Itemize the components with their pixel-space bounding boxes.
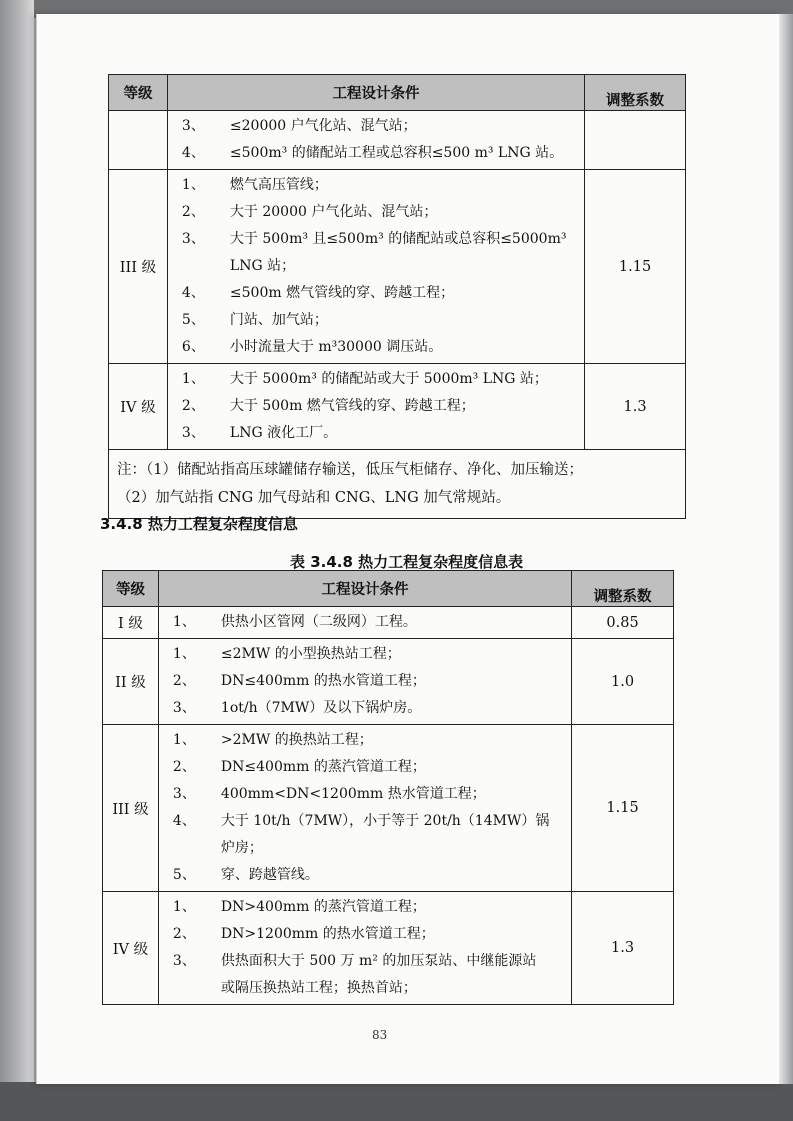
- item-text: 1ot/h（7MW）及以下锅炉房。: [220, 700, 422, 716]
- grade-cell: I 级: [103, 607, 159, 639]
- item-number: 4、: [172, 813, 196, 829]
- item-number: 1、: [181, 177, 205, 193]
- factor-cell: 1.3: [585, 364, 686, 450]
- item-number: 4、: [181, 285, 205, 301]
- grade-cell: IV 级: [109, 364, 168, 450]
- condition-item: [159, 921, 571, 948]
- note-line: （2）加气站指 CNG 加气母站和 CNG、LNG 加气常规站。: [117, 490, 511, 506]
- condition-item: [168, 334, 584, 361]
- factor-cell: 1.3: [572, 892, 674, 1005]
- item-text: 大于 5000m³ 的储配站或大于 5000m³ LNG 站；: [229, 371, 548, 387]
- item-text: 大于 500m 燃气管线的穿、跨越工程；: [229, 398, 475, 414]
- condition-item: [168, 307, 584, 334]
- condition-item: [168, 140, 584, 167]
- conditions-cell: [158, 639, 571, 725]
- grade-row: [109, 170, 686, 364]
- item-number: 1、: [181, 371, 205, 387]
- condition-item: [159, 948, 571, 975]
- header-conditions: 工程设计条件: [158, 571, 571, 607]
- grade-cell: III 级: [109, 170, 168, 364]
- condition-item: [159, 754, 571, 781]
- item-text: 大于 500m³ 且≤500m³ 的储配站或总容积≤5000m³: [229, 231, 567, 247]
- condition-item: [159, 641, 571, 668]
- item-text: ≤2MW 的小型换热站工程；: [220, 646, 401, 662]
- item-text: 门站、加气站；: [229, 312, 328, 328]
- item-number: 3、: [181, 231, 205, 247]
- item-number: 6、: [181, 339, 205, 355]
- item-text: DN≤400mm 的热水管道工程；: [220, 673, 426, 689]
- item-number: 3、: [181, 118, 205, 134]
- condition-item: [168, 199, 584, 226]
- item-number: 3、: [172, 953, 196, 969]
- gas-complexity-table: [108, 74, 686, 519]
- condition-item: [168, 366, 584, 393]
- header-factor: 调整系数: [572, 571, 674, 607]
- item-number: 5、: [181, 312, 205, 328]
- conditions-cell: [158, 607, 571, 639]
- table-note: [109, 450, 686, 519]
- item-number: 1、: [172, 732, 196, 748]
- grade-row: [103, 607, 674, 639]
- factor-cell: 0.85: [572, 607, 674, 639]
- conditions-cell: [158, 725, 571, 892]
- item-text: 小时流量大于 m³30000 调压站。: [229, 339, 443, 355]
- factor-cell: 1.0: [572, 639, 674, 725]
- grade-row: [103, 725, 674, 892]
- item-text: DN≤400mm 的蒸汽管道工程；: [220, 759, 426, 775]
- page-right-edge: [779, 14, 793, 1084]
- condition-item: [159, 609, 571, 636]
- condition-item: [159, 781, 571, 808]
- grade-row: [109, 364, 686, 450]
- condition-item: [168, 420, 584, 447]
- condition-item: [159, 695, 571, 722]
- heat-complexity-table: [102, 570, 674, 1005]
- item-number: 2、: [172, 759, 196, 775]
- item-number: 4、: [181, 145, 205, 161]
- item-text: 或隔压换热站工程；换热首站；: [220, 980, 417, 996]
- item-text: >2MW 的换热站工程；: [220, 732, 373, 748]
- item-number: 2、: [181, 398, 205, 414]
- grade-cell: [109, 111, 168, 170]
- header-factor: 调整系数: [585, 75, 686, 111]
- item-text: LNG 液化工厂。: [229, 425, 338, 441]
- item-text: ≤500m³ 的储配站工程或总容积≤500 m³ LNG 站。: [229, 145, 564, 161]
- book-binding-shadow: [0, 0, 34, 1121]
- condition-item: [159, 727, 571, 754]
- item-text: 燃气高压管线；: [229, 177, 328, 193]
- item-text: 炉房；: [220, 840, 263, 856]
- table-caption: 表 3.4.8 热力工程复杂程度信息表: [290, 553, 524, 571]
- page-number: 83: [372, 1028, 388, 1042]
- grade-cell: II 级: [103, 639, 159, 725]
- item-text: 大于 10t/h（7MW），小于等于 20t/h（14MW）锅: [220, 813, 550, 829]
- header-grade: 等级: [103, 571, 159, 607]
- item-number: 5、: [172, 867, 196, 883]
- condition-item: [159, 894, 571, 921]
- conditions-cell: [167, 170, 584, 364]
- item-text: 穿、跨越管线。: [220, 867, 319, 883]
- grade-row: [109, 111, 686, 170]
- header-conditions: 工程设计条件: [167, 75, 584, 111]
- scan-bottom-edge: [0, 1082, 793, 1121]
- conditions-cell: [158, 892, 571, 1005]
- item-number: 2、: [172, 673, 196, 689]
- item-number: 3、: [181, 425, 205, 441]
- condition-item: [168, 113, 584, 140]
- condition-item: [159, 808, 571, 835]
- condition-item: [159, 668, 571, 695]
- grade-row: [103, 892, 674, 1005]
- item-text: DN>400mm 的蒸汽管道工程；: [220, 899, 426, 915]
- condition-item: [168, 280, 584, 307]
- condition-item: [159, 835, 571, 862]
- item-number: 3、: [172, 786, 196, 802]
- grade-row: [103, 639, 674, 725]
- note-line: 注：（1）储配站指高压球罐储存输送，低压气柜储存、净化、加压输送；: [117, 462, 583, 478]
- item-number: 2、: [172, 926, 196, 942]
- item-number: 1、: [172, 614, 196, 630]
- factor-cell: 1.15: [572, 725, 674, 892]
- conditions-cell: [167, 111, 584, 170]
- condition-item: [168, 253, 584, 280]
- item-text: ≤20000 户气化站、混气站；: [229, 118, 417, 134]
- item-text: 大于 20000 户气化站、混气站；: [229, 204, 438, 220]
- item-number: 3、: [172, 700, 196, 716]
- item-number: 2、: [181, 204, 205, 220]
- grade-cell: IV 级: [103, 892, 159, 1005]
- item-text: 供热面积大于 500 万 m² 的加压泵站、中继能源站: [220, 953, 537, 969]
- item-text: ≤500m 燃气管线的穿、跨越工程；: [229, 285, 455, 301]
- factor-cell: [585, 111, 686, 170]
- item-text: 供热小区管网（二级网）工程。: [220, 614, 417, 630]
- item-text: DN>1200mm 的热水管道工程；: [220, 926, 435, 942]
- section-title: 3.4.8 热力工程复杂程度信息: [100, 515, 298, 533]
- condition-item: [159, 975, 571, 1002]
- condition-item: [159, 862, 571, 889]
- item-text: LNG 站；: [229, 258, 296, 274]
- condition-item: [168, 393, 584, 420]
- factor-cell: 1.15: [585, 170, 686, 364]
- grade-cell: III 级: [103, 725, 159, 892]
- header-grade: 等级: [109, 75, 168, 111]
- item-text: 400mm<DN<1200mm 热水管道工程；: [220, 786, 486, 802]
- condition-item: [168, 226, 584, 253]
- item-number: 1、: [172, 899, 196, 915]
- conditions-cell: [167, 364, 584, 450]
- condition-item: [168, 172, 584, 199]
- item-number: 1、: [172, 646, 196, 662]
- note-row: [109, 450, 686, 519]
